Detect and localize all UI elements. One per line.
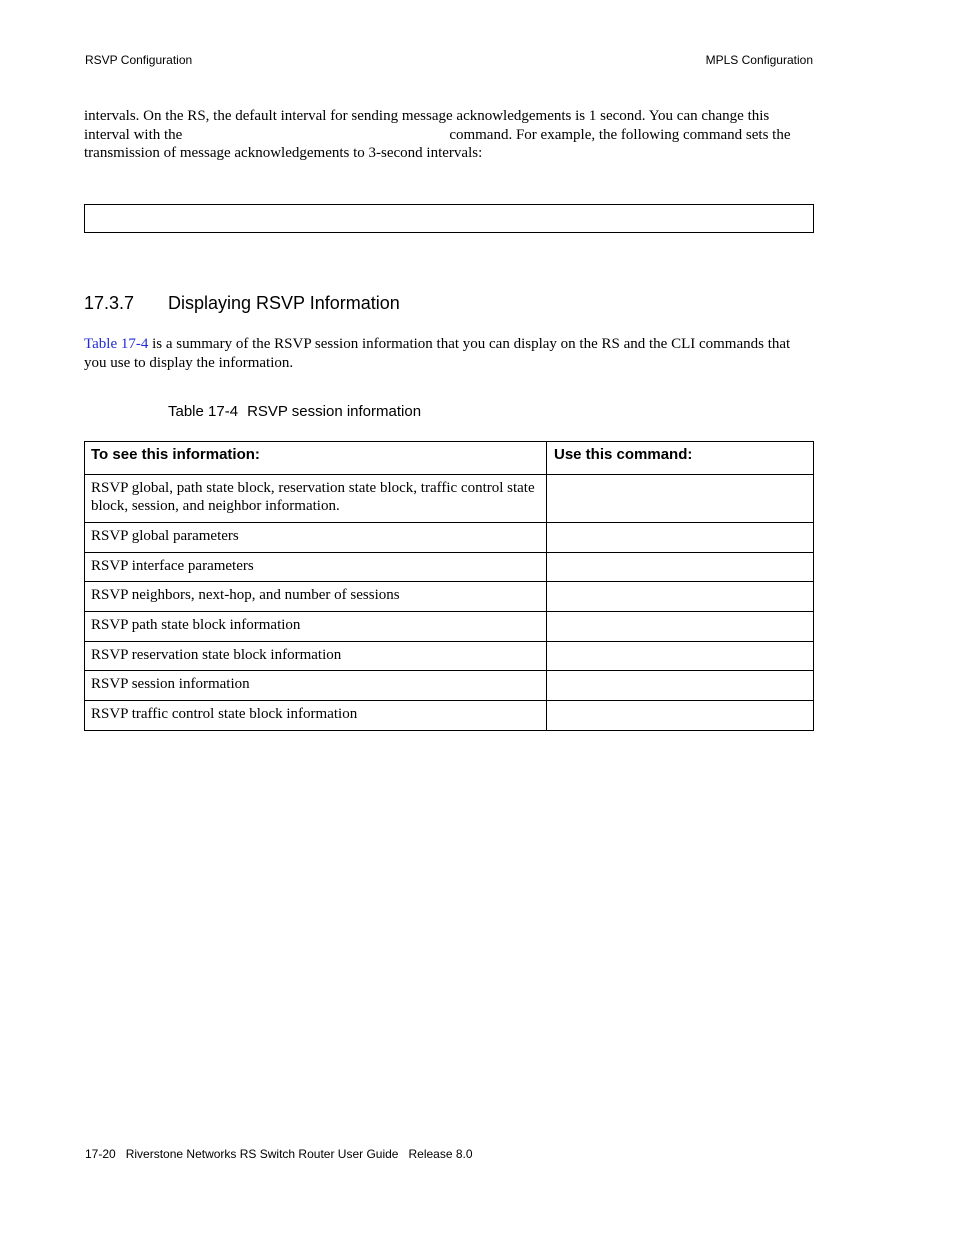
footer-release: Release 8.0: [408, 1147, 473, 1161]
table-cell-information: RSVP path state block information: [85, 612, 547, 642]
table-row: [85, 701, 814, 731]
table-cell-command: [547, 671, 814, 701]
table-row: [85, 523, 814, 553]
table-header-row: [85, 442, 814, 475]
table-caption-title: RSVP session information: [247, 403, 422, 420]
table-cell-information: RSVP neighbors, next-hop, and number of sessions: [85, 582, 547, 612]
running-header-left: RSVP Configuration: [85, 53, 193, 67]
table-caption-label: Table 17-4: [168, 403, 239, 420]
running-footer: [85, 1146, 473, 1162]
summary-paragraph: [84, 335, 814, 372]
summary-text: is a summary of the RSVP session information that you can display on the RS and the CLI commands that you use to display the information.: [84, 336, 791, 371]
table-cell-information: RSVP session information: [85, 671, 547, 701]
section-number: 17.3.7: [84, 293, 135, 313]
column-header-information: To see this information:: [85, 442, 547, 475]
table-cell-information: RSVP traffic control state block information: [85, 701, 547, 731]
table-caption: [168, 402, 421, 421]
column-header-command: Use this command:: [547, 442, 814, 475]
running-header-right: MPLS Configuration: [705, 53, 813, 67]
table-cell-command: [547, 475, 814, 523]
table-cell-command: [547, 612, 814, 642]
intro-line-3: transmission of message acknowledgements to 3-second intervals:: [84, 145, 483, 162]
intro-paragraph: [84, 107, 814, 163]
intro-line-2-end: command. For example, the following command sets the: [449, 126, 791, 143]
table-cell-command: [547, 552, 814, 582]
table-cell-information: RSVP interface parameters: [85, 552, 547, 582]
table-cell-command: [547, 701, 814, 731]
table-cell-command: [547, 641, 814, 671]
section-heading: [84, 292, 400, 314]
footer-title: Riverstone Networks RS Switch Router User Guide: [125, 1147, 399, 1161]
intro-line-1: intervals. On the RS, the default interval for sending message acknowledgements is 1 second. You can change this: [84, 108, 770, 124]
footer-page-number: 17-20: [85, 1147, 116, 1161]
table-row: [85, 582, 814, 612]
table-row: [85, 612, 814, 642]
table-cell-information: RSVP reservation state block information: [85, 641, 547, 671]
table-reference-link[interactable]: Table 17-4: [84, 336, 149, 352]
table-cell-command: [547, 582, 814, 612]
table-row: [85, 475, 814, 523]
table-row: [85, 552, 814, 582]
intro-line-2: [84, 126, 814, 145]
table-row: [85, 671, 814, 701]
table-row: [85, 641, 814, 671]
command-example-box: [84, 204, 814, 233]
intro-line-2-start: interval with the: [84, 126, 183, 143]
section-title: Displaying RSVP Information: [168, 293, 400, 313]
table-cell-command: [547, 523, 814, 553]
rsvp-session-info-table: [84, 441, 814, 731]
table-cell-information: RSVP global, path state block, reservation state block, traffic control state block, session, and neighbor information.: [85, 475, 547, 523]
table-cell-information: RSVP global parameters: [85, 523, 547, 553]
